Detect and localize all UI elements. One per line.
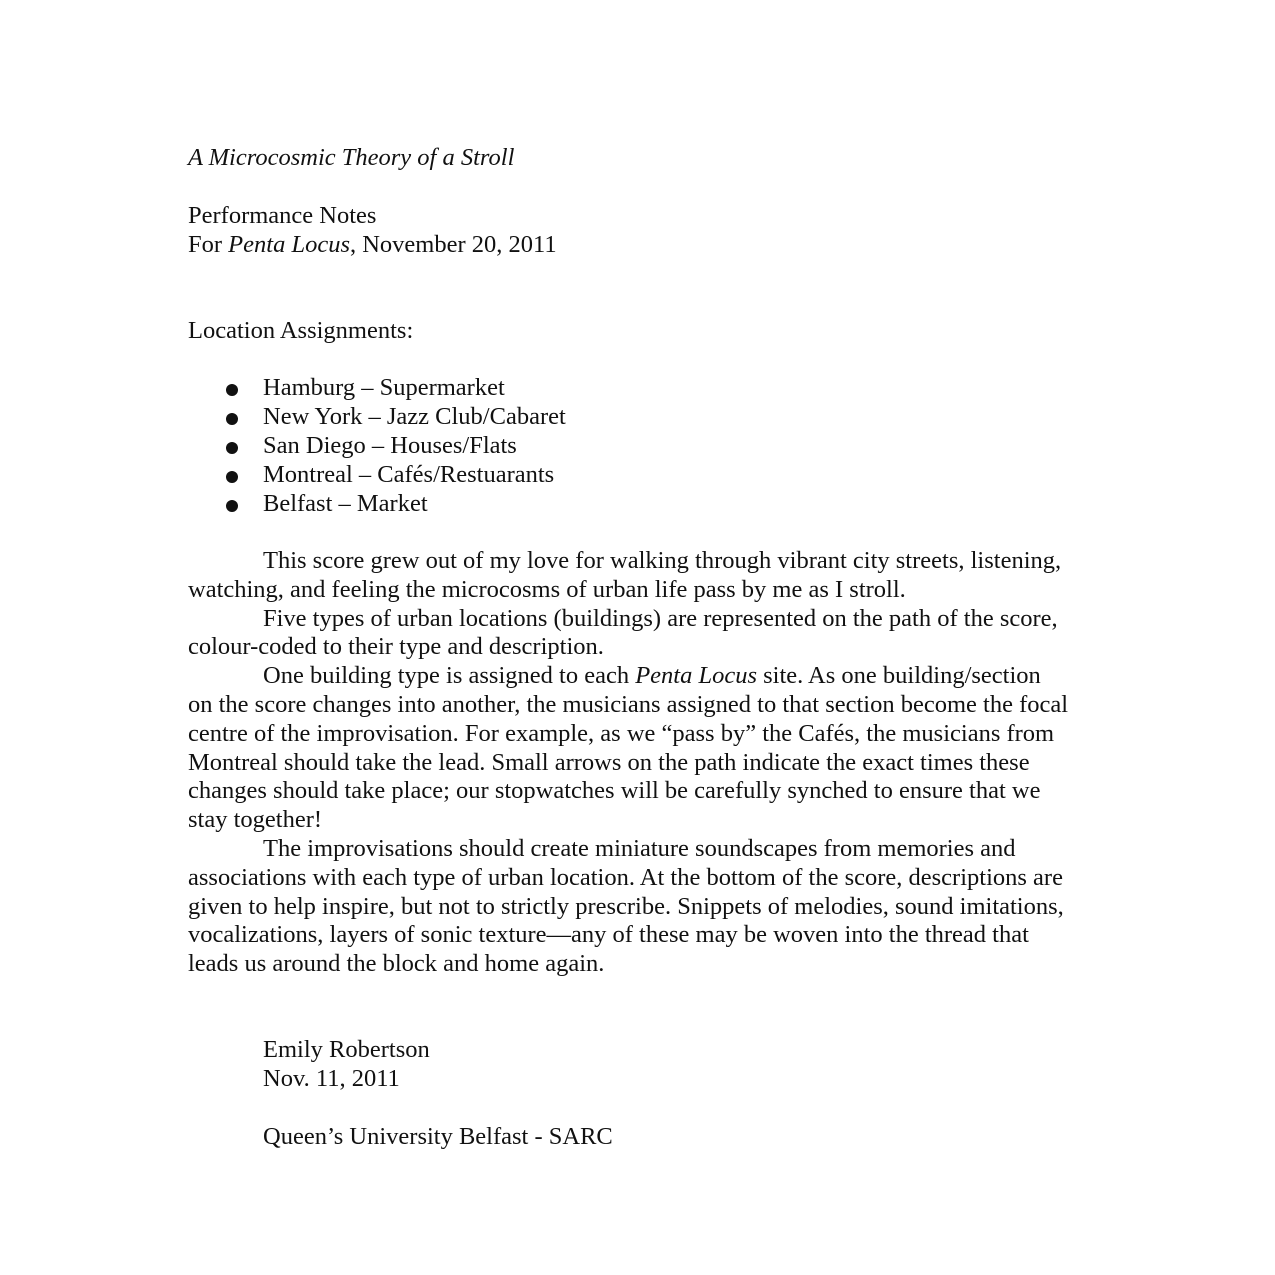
paragraph-3 xyxy=(188,662,1093,835)
paragraph-2 xyxy=(188,605,1093,663)
text-line: vocalizations, layers of sonic texture—any of these may be woven into the thread that xyxy=(188,921,1029,949)
bullet-icon xyxy=(226,384,238,396)
location-label: San Diego – Houses/Flats xyxy=(263,432,517,459)
text-line: Montreal should take the lead. Small arrows on the path indicate the exact times these xyxy=(188,748,1030,776)
bullet-icon xyxy=(226,413,238,425)
bullet-icon xyxy=(226,471,238,483)
for-prefix: For xyxy=(188,231,229,258)
text-line: centre of the improvisation. For example, as we “pass by” the Cafés, the musicians from xyxy=(188,719,1055,747)
location-list xyxy=(188,373,566,518)
list-item xyxy=(188,402,566,431)
list-item xyxy=(188,373,566,402)
body-text xyxy=(188,547,1093,979)
list-item xyxy=(188,489,566,518)
text-line: changes should take place; our stopwatches will be carefully synched to ensure that we xyxy=(188,777,1041,805)
institution: Queen’s University Belfast - SARC xyxy=(263,1123,613,1150)
performance-notes-label: Performance Notes xyxy=(188,202,377,229)
text-line: Five types of urban locations (buildings) are represented on the path of the score, xyxy=(263,604,1058,632)
signature-date: Nov. 11, 2011 xyxy=(263,1065,400,1092)
author-name: Emily Robertson xyxy=(263,1036,430,1063)
penta-locus-title: Penta Locus xyxy=(228,231,350,258)
text-line: leads us around the block and home again. xyxy=(188,950,605,978)
document-title: A Microcosmic Theory of a Stroll xyxy=(188,144,515,171)
text-line: watching, and feeling the microcosms of urban life pass by me as I stroll. xyxy=(188,575,906,603)
assignments-heading: Location Assignments: xyxy=(188,317,414,344)
bullet-icon xyxy=(226,442,238,454)
text-line: stay together! xyxy=(188,806,323,834)
performance-date-line xyxy=(188,230,557,259)
text-line: on the score changes into another, the musicians assigned to that section become the focal xyxy=(188,690,1069,718)
text-line: This score grew out of my love for walking through vibrant city streets, listening, xyxy=(263,547,1062,574)
paragraph-4 xyxy=(188,835,1093,979)
text-line: given to help inspire, but not to strictly prescribe. Snippets of melodies, sound imitations, xyxy=(188,892,1064,920)
bullet-icon xyxy=(226,500,238,512)
location-label: Hamburg – Supermarket xyxy=(263,374,505,401)
performance-date: , November 20, 2011 xyxy=(349,231,557,258)
text-line: colour-coded to their type and description. xyxy=(188,633,604,661)
list-item xyxy=(188,431,566,460)
text-line: site. As one building/section xyxy=(757,662,1041,690)
penta-locus-emphasis: Penta Locus xyxy=(635,662,758,690)
text-line: associations with each type of urban location. At the bottom of the score, descriptions are xyxy=(188,863,1063,891)
location-label: Montreal – Cafés/Restuarants xyxy=(263,461,555,488)
location-label: Belfast – Market xyxy=(263,490,428,517)
location-label: New York – Jazz Club/Cabaret xyxy=(263,403,566,430)
list-item xyxy=(188,460,566,489)
text-line: One building type is assigned to each xyxy=(263,662,636,690)
performance-notes-header xyxy=(188,201,557,259)
text-line: The improvisations should create miniature soundscapes from memories and xyxy=(263,834,1016,862)
paragraph-1 xyxy=(188,547,1093,605)
